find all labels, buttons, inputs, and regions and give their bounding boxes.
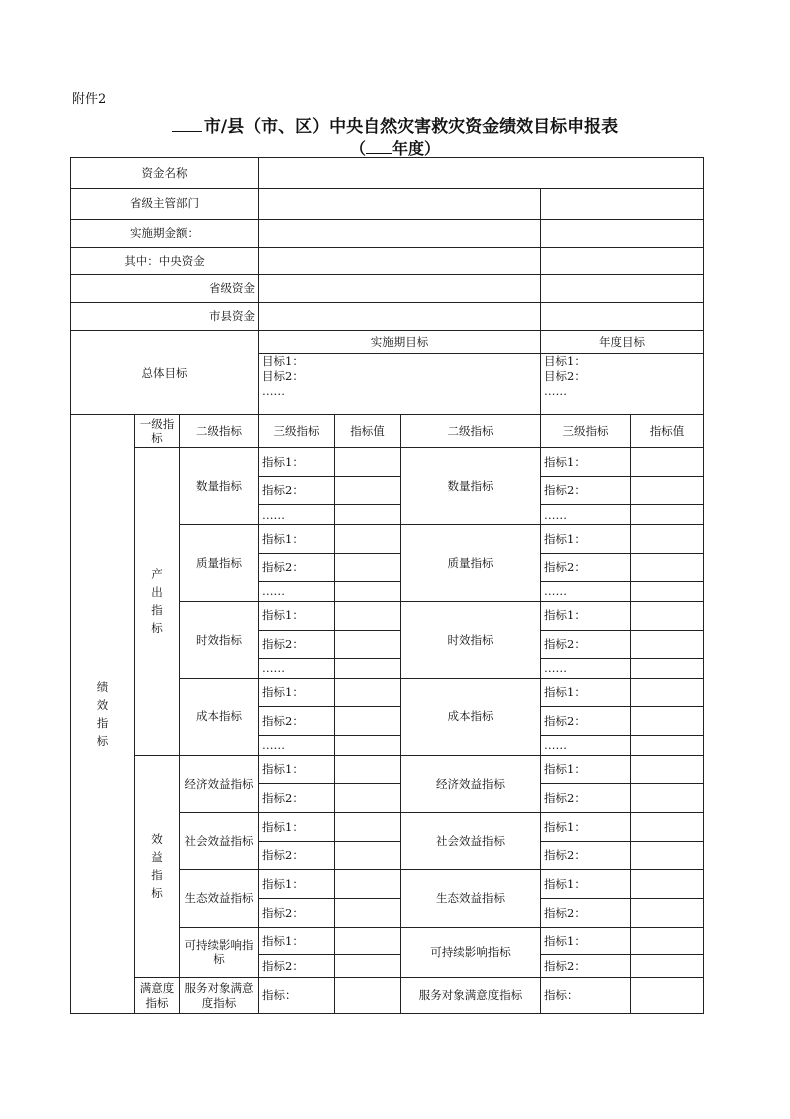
indicator-2[interactable]: 指标2： — [259, 630, 335, 659]
service-satisfaction-indicator-annual: 服务对象满意度指标 — [401, 978, 541, 1014]
indicator-1[interactable]: 指标1： — [259, 927, 335, 955]
indicator-value-annual[interactable] — [631, 812, 704, 841]
indicator-value-annual[interactable] — [631, 978, 704, 1014]
year-blank-field[interactable] — [366, 139, 392, 154]
economic-benefit-indicator-annual: 经济效益指标 — [401, 755, 541, 812]
indicator-2-annual[interactable]: 指标2： — [541, 630, 631, 659]
indicator-ellipsis-annual[interactable]: …… — [541, 659, 631, 678]
indicator-1[interactable]: 指标1： — [259, 678, 335, 707]
indicator-2[interactable]: 指标2： — [259, 553, 335, 582]
indicator-ellipsis-annual[interactable]: …… — [541, 582, 631, 601]
annual-goal-content[interactable]: 目标1： 目标2： …… — [541, 353, 704, 415]
provincial-fund-value[interactable] — [259, 274, 541, 302]
indicator-1-annual[interactable]: 指标1： — [541, 524, 631, 553]
indicator-value[interactable] — [335, 524, 401, 553]
indicator-value[interactable] — [335, 755, 401, 784]
indicator-value[interactable] — [335, 505, 401, 524]
indicator-1-annual[interactable]: 指标1： — [541, 755, 631, 784]
indicator-2[interactable]: 指标2： — [259, 955, 335, 978]
indicator-2-annual[interactable]: 指标2： — [541, 553, 631, 582]
quality-indicator: 质量指标 — [180, 524, 259, 601]
indicator-value[interactable] — [335, 630, 401, 659]
central-fund-label: 其中：中央资金 — [71, 248, 259, 275]
period-goal-content[interactable]: 目标1： 目标2： …… — [259, 353, 541, 415]
level2-header: 二级指标 — [180, 415, 259, 448]
value-header: 指标值 — [335, 415, 401, 448]
output-indicator-label: 产出指标 — [135, 448, 180, 756]
quantity-indicator-annual: 数量指标 — [401, 448, 541, 525]
indicator-2-annual[interactable]: 指标2： — [541, 841, 631, 870]
indicator-value-annual[interactable] — [631, 476, 704, 505]
indicator-1[interactable]: 指标1： — [259, 524, 335, 553]
indicator-2-annual[interactable]: 指标2： — [541, 955, 631, 978]
economic-benefit-indicator: 经济效益指标 — [180, 755, 259, 812]
fund-name-value[interactable] — [259, 158, 704, 189]
indicator-value-annual[interactable] — [631, 955, 704, 978]
satisfaction-indicator-label: 满意度指标 — [135, 978, 180, 1014]
attachment-label: 附件2 — [72, 92, 107, 107]
value-header-annual: 指标值 — [631, 415, 704, 448]
indicator-value[interactable] — [335, 812, 401, 841]
indicator-1[interactable]: 指标1： — [259, 601, 335, 630]
indicator-2-annual[interactable]: 指标2： — [541, 476, 631, 505]
indicator-value-annual[interactable] — [631, 448, 704, 477]
indicator-value-annual[interactable] — [631, 784, 704, 813]
dept-label-2 — [541, 188, 704, 219]
annual-goal-header: 年度目标 — [541, 331, 704, 354]
indicator-ellipsis-annual[interactable]: …… — [541, 736, 631, 755]
page-subtitle: （ 年度） — [349, 139, 441, 158]
cost-indicator: 成本指标 — [180, 678, 259, 755]
central-fund-annual-cell — [541, 248, 704, 275]
indicator-1[interactable]: 指标1： — [259, 870, 335, 899]
indicator-2[interactable]: 指标2： — [259, 476, 335, 505]
indicator-value-annual[interactable] — [631, 601, 704, 630]
indicator-value-annual[interactable] — [631, 841, 704, 870]
indicator-1-annual[interactable]: 指标1： — [541, 812, 631, 841]
overall-goal-label: 总体目标 — [71, 331, 259, 415]
provincial-fund-label: 省级资金 — [71, 274, 259, 302]
indicator-1-annual[interactable]: 指标1： — [541, 870, 631, 899]
indicator-value[interactable] — [335, 955, 401, 978]
provincial-fund-annual-cell — [541, 274, 704, 302]
dept-label: 省级主管部门 — [71, 188, 259, 219]
title-text: 市/县（市、区）中央自然灾害救灾资金绩效目标申报表 — [203, 117, 619, 137]
indicator-1[interactable]: 指标1： — [259, 812, 335, 841]
indicator-value-annual[interactable] — [631, 870, 704, 899]
indicator-value[interactable] — [335, 841, 401, 870]
performance-indicator-label: 绩效指标 — [71, 415, 135, 1014]
indicator-2-annual[interactable]: 指标2： — [541, 899, 631, 928]
social-benefit-indicator-annual: 社会效益指标 — [401, 812, 541, 869]
indicator-value[interactable] — [335, 582, 401, 601]
indicator-1[interactable]: 指标1： — [259, 755, 335, 784]
indicator-1-annual[interactable]: 指标1： — [541, 927, 631, 955]
indicator-value[interactable] — [335, 899, 401, 928]
indicator-1-annual[interactable]: 指标1： — [541, 678, 631, 707]
indicator-ellipsis[interactable]: …… — [259, 736, 335, 755]
dept-value[interactable] — [259, 188, 541, 219]
benefit-indicator-label: 效益指标 — [135, 755, 180, 977]
city-fund-value[interactable] — [259, 302, 541, 331]
sustainable-impact-indicator: 可持续影响指标 — [180, 927, 259, 977]
indicator-2[interactable]: 指标2： — [259, 707, 335, 736]
quantity-indicator: 数量指标 — [180, 448, 259, 525]
indicator-value-annual[interactable] — [631, 553, 704, 582]
indicator-value-annual[interactable] — [631, 678, 704, 707]
indicator-2[interactable]: 指标2： — [259, 841, 335, 870]
indicator-ellipsis[interactable]: …… — [259, 582, 335, 601]
page-title — [0, 112, 790, 137]
indicator-value[interactable] — [335, 736, 401, 755]
indicator-1-annual[interactable]: 指标1： — [541, 601, 631, 630]
indicator-ellipsis[interactable]: …… — [259, 659, 335, 678]
indicator-value-annual[interactable] — [631, 736, 704, 755]
indicator-value-annual[interactable] — [631, 524, 704, 553]
period-goal-header: 实施期目标 — [259, 331, 541, 354]
indicator-ellipsis-annual[interactable]: …… — [541, 505, 631, 524]
indicator-value[interactable] — [335, 659, 401, 678]
indicator-value[interactable] — [335, 448, 401, 477]
timeliness-indicator-annual: 时效指标 — [401, 601, 541, 678]
city-fund-annual-cell — [541, 302, 704, 331]
service-satisfaction-indicator: 服务对象满意度指标 — [180, 978, 259, 1014]
indicator-value[interactable] — [335, 707, 401, 736]
social-benefit-indicator: 社会效益指标 — [180, 812, 259, 869]
title-blank-field[interactable] — [172, 117, 202, 132]
sustainable-impact-indicator-annual: 可持续影响指标 — [401, 927, 541, 977]
indicator-value-annual[interactable] — [631, 927, 704, 955]
indicator-value-annual[interactable] — [631, 582, 704, 601]
indicator-1[interactable]: 指标1： — [259, 448, 335, 477]
indicator-value[interactable] — [335, 784, 401, 813]
level3-header: 三级指标 — [259, 415, 335, 448]
ecological-benefit-indicator-annual: 生态效益指标 — [401, 870, 541, 927]
indicator-value-annual[interactable] — [631, 659, 704, 678]
indicator-value[interactable] — [335, 678, 401, 707]
indicator-value[interactable] — [335, 978, 401, 1014]
total-amount-value[interactable] — [259, 219, 541, 248]
indicator[interactable]: 指标： — [259, 978, 335, 1014]
indicator-value-annual[interactable] — [631, 630, 704, 659]
fund-name-label: 资金名称 — [71, 158, 259, 189]
cost-indicator-annual: 成本指标 — [401, 678, 541, 755]
indicator-value-annual[interactable] — [631, 505, 704, 524]
indicator-2-annual[interactable]: 指标2： — [541, 707, 631, 736]
ecological-benefit-indicator: 生态效益指标 — [180, 870, 259, 927]
level2-header-annual: 二级指标 — [401, 415, 541, 448]
indicator-value[interactable] — [335, 927, 401, 955]
city-fund-label: 市县资金 — [71, 302, 259, 331]
total-amount-label: 实施期金额： — [71, 219, 259, 248]
performance-target-table — [70, 157, 704, 1014]
indicator-value-annual[interactable] — [631, 707, 704, 736]
indicator-value-annual[interactable] — [631, 755, 704, 784]
central-fund-value[interactable] — [259, 248, 541, 275]
timeliness-indicator: 时效指标 — [180, 601, 259, 678]
indicator-value[interactable] — [335, 476, 401, 505]
indicator-value[interactable] — [335, 601, 401, 630]
indicator-value[interactable] — [335, 870, 401, 899]
level3-header-annual: 三级指标 — [541, 415, 631, 448]
indicator-2[interactable]: 指标2： — [259, 899, 335, 928]
indicator-2-annual[interactable]: 指标2： — [541, 784, 631, 813]
quality-indicator-annual: 质量指标 — [401, 524, 541, 601]
indicator-value[interactable] — [335, 553, 401, 582]
indicator-ellipsis[interactable]: …… — [259, 505, 335, 524]
annual-amount-cell — [541, 219, 704, 248]
level1-header: 一级指标 — [135, 415, 180, 448]
indicator-annual[interactable]: 指标： — [541, 978, 631, 1014]
indicator-value-annual[interactable] — [631, 899, 704, 928]
indicator-1-annual[interactable]: 指标1： — [541, 448, 631, 477]
indicator-2[interactable]: 指标2： — [259, 784, 335, 813]
